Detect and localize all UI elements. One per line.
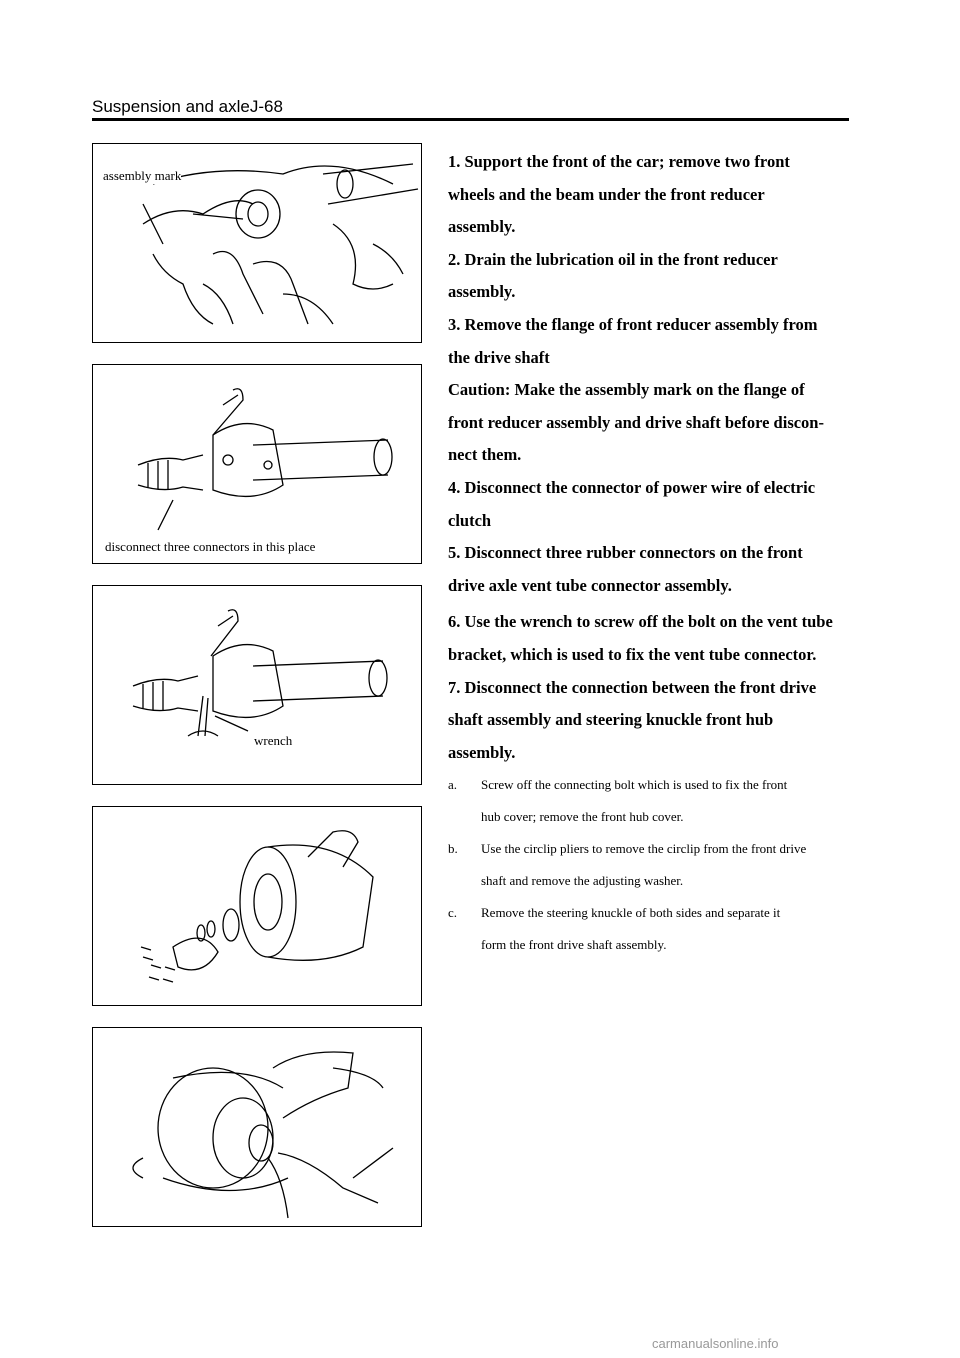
assembly-mark-label: assembly mark	[103, 168, 182, 183]
step-3-line-1: 3. Remove the flange of front reducer assembly from	[448, 314, 818, 334]
figure-5	[92, 1027, 422, 1227]
step-5-line-1: 5. Disconnect three rubber connectors on the front	[448, 543, 803, 563]
page-header-title: Suspension and axleJ-68	[92, 97, 283, 116]
step-1-line-2: wheels and the beam under the front reducer	[448, 184, 765, 204]
substep-a-text-2: hub cover; remove the front hub cover.	[481, 809, 684, 825]
figure-3	[92, 585, 422, 785]
figure-2-illustration	[93, 365, 422, 564]
substep-c-marker: c.	[448, 905, 458, 921]
step-1-line-1: 1. Support the front of the car; remove two front	[448, 152, 790, 171]
substep-b-text-1: Use the circlip pliers to remove the circlip from the front drive	[481, 841, 807, 857]
figure-5-illustration	[93, 1028, 422, 1227]
substep-a-line-1	[448, 769, 853, 801]
caution-line-1: Caution: Make the assembly mark on the flange of	[448, 380, 805, 400]
step-3-line-2: the drive shaft	[448, 347, 550, 367]
substep-c-line-2	[448, 929, 853, 961]
step-5-line-2: drive axle vent tube connector assembly.	[448, 575, 732, 595]
substep-b-marker: b.	[448, 841, 458, 857]
substep-c-text-1: Remove the steering knuckle of both sides and separate it	[481, 905, 781, 921]
steps-list	[448, 146, 853, 961]
step-7-line-3: assembly.	[448, 742, 516, 762]
substep-b-text-2: shaft and remove the adjusting washer.	[481, 873, 684, 889]
caution-line-2: front reducer assembly and drive shaft before discon-	[448, 412, 824, 432]
figure-4-illustration	[93, 807, 422, 1006]
step-6-line-2: bracket, which is used to fix the vent tube connector.	[448, 644, 817, 664]
connectors-location-label: disconnect three connectors in this place	[105, 539, 316, 554]
substep-b-line-2	[448, 865, 853, 897]
figure-3-illustration	[93, 586, 422, 785]
substep-a-marker: a.	[448, 777, 458, 793]
figure-2	[92, 364, 422, 564]
step-1-line-3: assembly.	[448, 217, 516, 237]
wrench-label: wrench	[254, 733, 293, 748]
step-7-line-2: shaft assembly and steering knuckle front hub	[448, 710, 774, 730]
step-4-line-2: clutch	[448, 510, 492, 530]
substep-c-text-2: form the front drive shaft assembly.	[481, 937, 667, 953]
step-7-line-1: 7. Disconnect the connection between the front drive	[448, 677, 817, 697]
substep-a-text-1: Screw off the connecting bolt which is used to fix the front	[481, 777, 788, 793]
step-6-line-1: 6. Use the wrench to screw off the bolt on the vent tube	[448, 612, 833, 632]
step-2-line-1: 2. Drain the lubrication oil in the front reducer	[448, 249, 778, 269]
step-2-line-2: assembly.	[448, 282, 516, 302]
caution-line-3: nect them.	[448, 445, 522, 465]
footer-watermark: carmanualsonline.info	[652, 1336, 779, 1351]
figure-1	[92, 143, 422, 343]
substep-b-line-1	[448, 833, 853, 865]
step-4-line-1: 4. Disconnect the connector of power wire of electric	[448, 477, 816, 497]
substep-c-line-1	[448, 897, 853, 929]
substep-a-line-2	[448, 801, 853, 833]
figure-4	[92, 806, 422, 1006]
header-rule	[92, 118, 849, 121]
